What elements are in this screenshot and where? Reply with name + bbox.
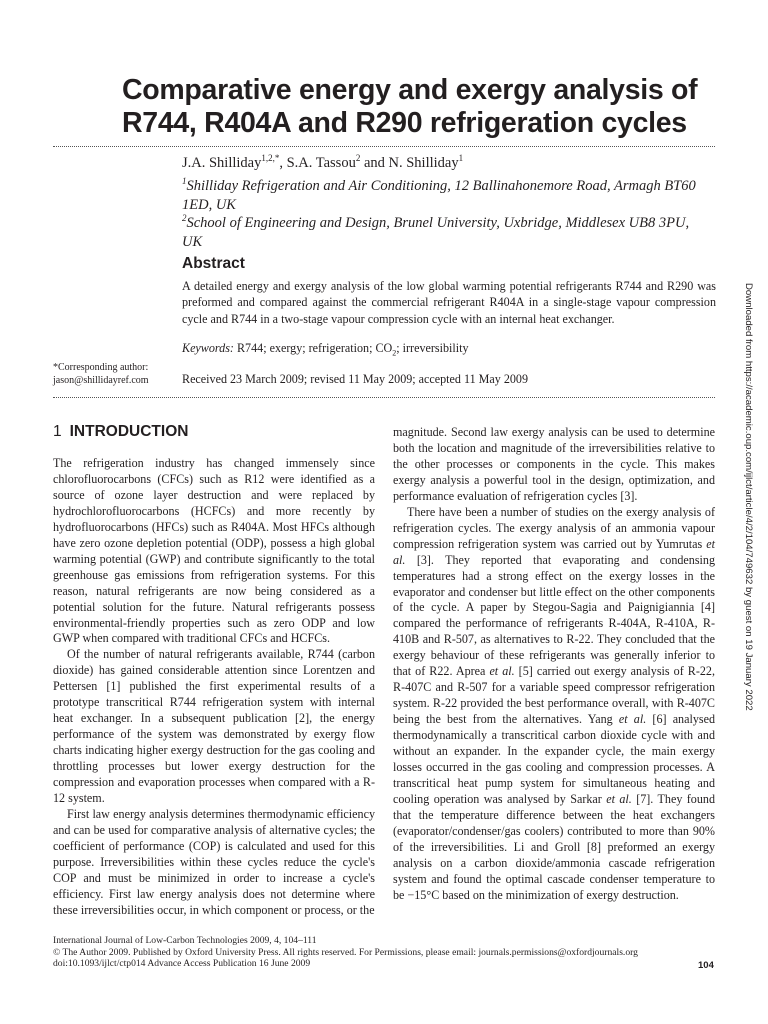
author-3: N. Shilliday <box>388 154 459 171</box>
affiliation-1-text: Shilliday Refrigeration and Air Conditioning, 12 Ballinahonemore Road, Armagh BT60 1ED, UK <box>182 177 696 213</box>
text-run: [7]. They found that the temperature difference between the heat exchangers (evaporator/condenser/gas coolers) contributed to more than 90% of the irreversibilities. Li and Groll [8] preformed an exergy analysis on a carbon dioxide/ammonia cascade refrigeration system and found the optimal cascade condenser temperature to be −15°C based on the minimization of exergy destruction. <box>393 791 715 902</box>
author-sep: and <box>360 154 389 171</box>
keywords-pre: R744; exergy; refrigeration; CO <box>233 341 393 355</box>
paragraph: First law energy analysis determines thermodynamic efficiency and can be used for comparative analysis of alternative cycles; the coefficient of performance (COP) is calculated and used for this purpose. Irreversibilities within these cycles reduce the cycle's COP and must be minimized in order to increase a cycle's efficiency. First law energy analysis does not determine where these irreversibilities occur, in which component or process, or the <box>53 806 375 917</box>
download-notice[interactable]: Downloaded from https://academic.oup.com/ijlct/article/4/2/104/749632 by guest on 19 January 2022 <box>743 283 754 711</box>
abstract-heading: Abstract <box>182 255 245 272</box>
affiliation-2 <box>182 209 702 252</box>
author-sep: , <box>279 154 287 171</box>
received-dates: Received 23 March 2009; revised 11 May 2009; accepted 11 May 2009 <box>182 372 529 386</box>
section-title: INTRODUCTION <box>69 423 189 440</box>
dotted-rule-top <box>53 146 715 147</box>
author-list <box>182 153 463 172</box>
text-run: [5] carried out exergy analysis of R-22, R-407C and R-507 for a variable speed compressor refrigeration system. R-22 provided the best performance overall, with R-407C being the best from the alternatives. Yang <box>393 664 715 727</box>
et-al: et al. <box>606 791 632 806</box>
affiliation-2-text: School of Engineering and Design, Brunel University, Uxbridge, Middlesex UB8 3PU, UK <box>182 214 690 250</box>
keywords-label: Keywords: <box>182 341 234 355</box>
journal-citation: International Journal of Low-Carbon Technologies 2009, 4, 104–111 <box>53 935 317 946</box>
section-heading <box>53 423 188 441</box>
paragraph <box>393 505 715 904</box>
corresponding-author <box>53 362 149 387</box>
et-al: et al. <box>618 712 647 727</box>
section-number: 1 <box>53 423 62 440</box>
author-1: J.A. Shilliday <box>182 154 262 171</box>
keywords-post: ; irreversibility <box>396 341 469 355</box>
download-sidebar <box>742 283 755 1023</box>
author-3-sup: 1 <box>458 153 464 163</box>
corresponding-label: *Corresponding author: <box>53 362 149 373</box>
dotted-rule-bottom <box>53 397 715 398</box>
et-al: et al. <box>489 664 515 679</box>
left-column <box>53 456 375 919</box>
keywords <box>182 341 469 357</box>
footer <box>53 935 638 970</box>
keywords-sub: 2 <box>392 348 397 358</box>
paragraph: The refrigeration industry has changed immensely since chlorofluorocarbons (CFCs) such as R12 were identified as a source of ozone layer destruction and were replaced by hydrochlorofluorocarbons (HCFCs) and more recently by hydrofluorocarbons (HFCs) such as R404A. Most HFCs although have zero ozone depletion potential (ODP), possess a high global warming potential (GWP) and contribute significantly to the total greenhouse gas emissions from refrigeration systems. For this reason, natural refrigerants are now being considered as a potential solution for the future. Natural refrigerants possess environmental-friendly properties such as zero ODP and low GWP when compared with traditional CFCs and HCFCs. <box>53 456 375 646</box>
text-run: [6] analysed thermodynamically a transcritical carbon dioxide cycle with and without an expander. In the expander cycle, the main exergy losses occurred in the gas cooling and compression processes. A transcritical heat pump system for simultaneous heating and cooling operation was analysed by Sarkar <box>393 712 716 806</box>
paragraph: magnitude. Second law exergy analysis can be used to determine both the location and magnitude of the irreversibilities relative to the other processes or components in the cycle. This makes exergy analysis a powerful tool in the design, optimization, and performance evaluation of refrigeration cycles [3]. <box>393 425 715 503</box>
page-number: 104 <box>698 960 714 971</box>
doi-line: doi:10.1093/ijlct/ctp014 Advance Access Publication 16 June 2009 <box>53 958 311 970</box>
affiliation-1-num: 1 <box>182 176 187 186</box>
et-al: et al. <box>393 536 715 567</box>
abstract-text: A detailed energy and exergy analysis of the low global warming potential refrigerants R744 and R290 was preformed and compared against the commercial refrigerant R404A in a single-stage vapour compression cycle and R744 in a two-stage vapour compression cycle with an internal heat exchanger. <box>182 279 716 326</box>
author-2-sup: 2 <box>355 153 361 163</box>
text-run: [3]. They reported that evaporating and condensing temperatures had a strong effect on the exergy losses in the evaporator and condenser but little effect on the other components of the cycle. A paper by Stegou-Sagia and Paignigiannia [4] compared the performance of refrigerants R-404A, R-410A, R-410B and R-507, as alternatives to R-22. They concluded that the exergy behaviour of these refrigerants was generally inferior to that of R22. Aprea <box>393 552 715 679</box>
copyright-notice: © The Author 2009. Published by Oxford University Press. All rights reserved. For Permissions, please email: journals.permissions@oxfordjournals.org <box>53 946 638 958</box>
text-run: There have been a number of studies on the exergy analysis of refrigeration cycles. The exergy analysis of an ammonia vapour compression refrigeration system was carried out by Yumrutas <box>393 504 715 551</box>
affiliation-2-num: 2 <box>182 213 187 223</box>
author-2: S.A. Tassou <box>286 154 356 171</box>
author-1-sup: 1,2,* <box>261 153 280 163</box>
right-column <box>393 425 715 904</box>
paragraph: Of the number of natural refrigerants available, R744 (carbon dioxide) has gained considerable attention since Lorentzen and Pettersen [1] published the first experimental results of a prototype transcritical R744 refrigeration system with internal heat exchanger. In a subsequent publication [2], the energy performance of the system was demonstrated by exergy flow charts indicating higher exergy destruction for the gas cooling and throttling processes but lower exergy destruction for the compression and evaporation processes when compared with a R-12 system. <box>53 647 375 806</box>
corresponding-email: jason@shillidayref.com <box>53 374 149 386</box>
paper-title: Comparative energy and exergy analysis of R744, R404A and R290 refrigeration cycles <box>122 74 698 139</box>
